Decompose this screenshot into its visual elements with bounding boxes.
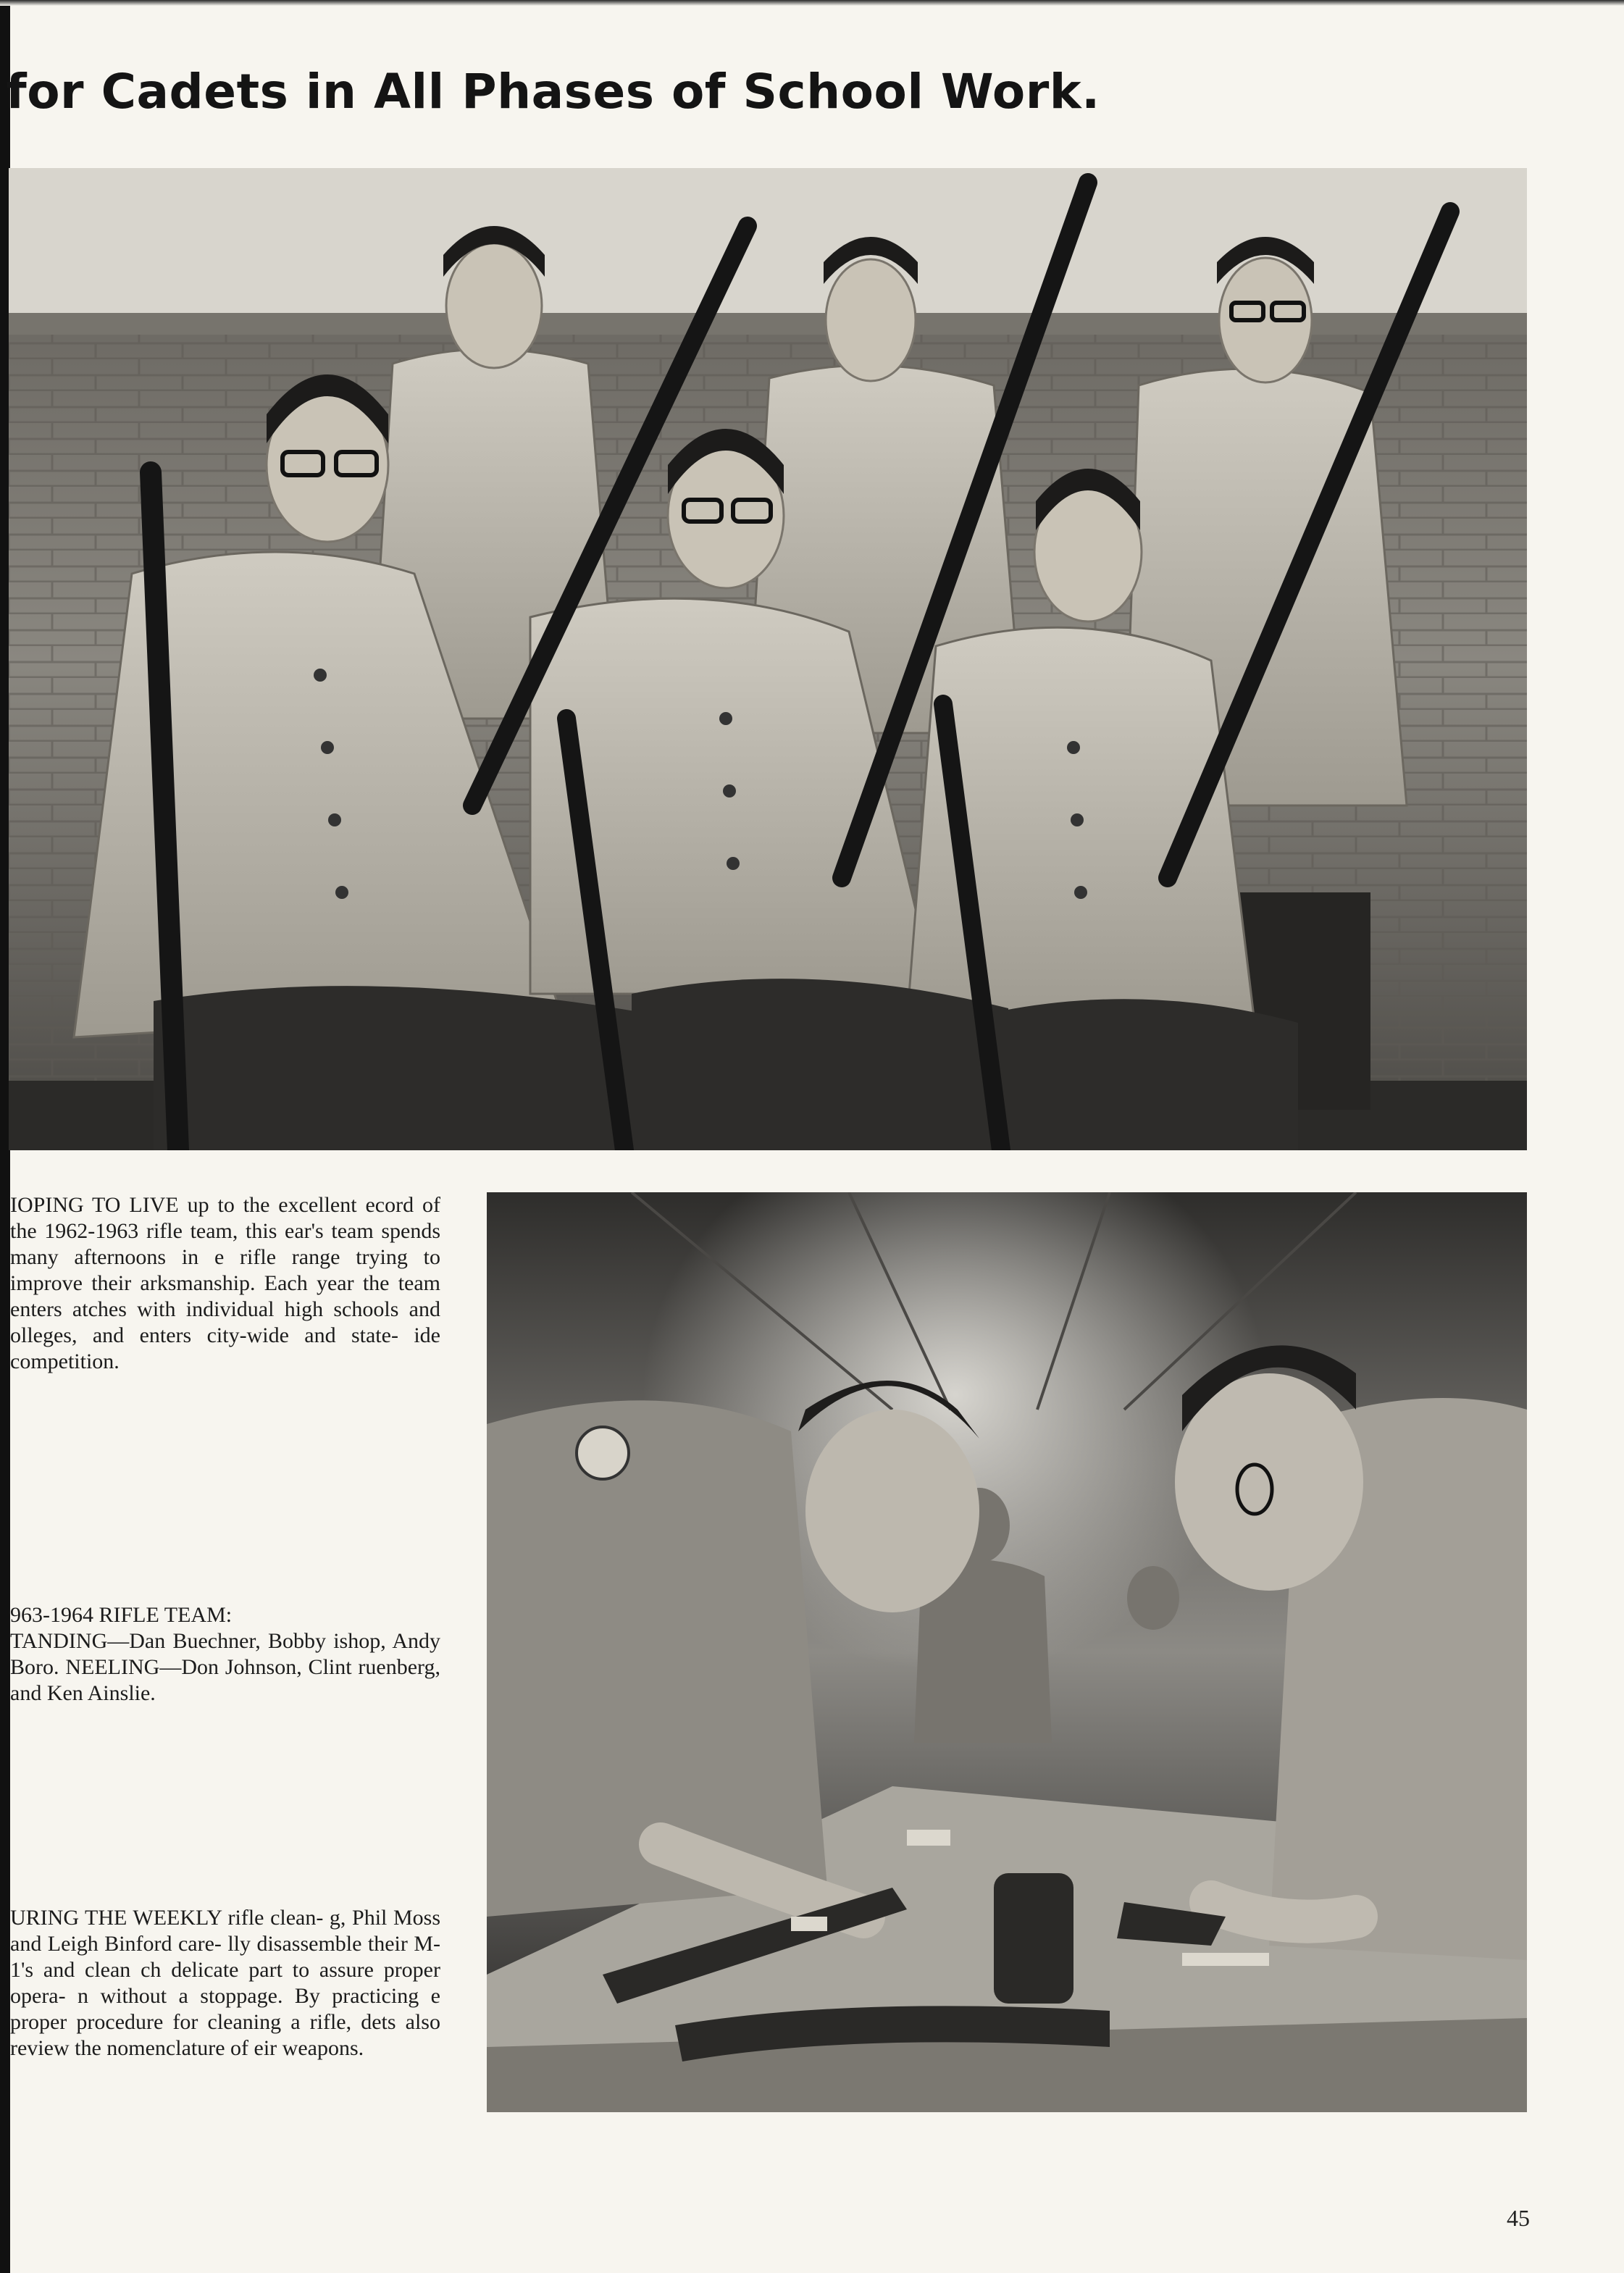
caption-rifle-team xyxy=(10,1602,440,1707)
caption-rifle-team-members: TANDING—Dan Buechner, Bobby ishop, Andy Boro. NEELING—Don Johnson, Clint ruenberg, and Ken Ainslie. xyxy=(10,1629,440,1705)
rifle-cleaning-photo xyxy=(487,1192,1527,2112)
rifle-team-photo-illustration xyxy=(9,168,1527,1150)
caption-rifle-cleaning: URING THE WEEKLY rifle clean- g, Phil Moss and Leigh Binford care- lly disassemble their M-1's and clean ch delicate part to assure proper opera- n without a stoppage. By practicing e proper procedure for cleaning a rifle, dets also review the nomenclature of eir weapons. xyxy=(10,1906,440,2060)
rifle-team-photo xyxy=(9,168,1527,1150)
caption-rifle-team-title: 963-1964 RIFLE TEAM: xyxy=(10,1603,233,1627)
rifle-cleaning-photo-illustration xyxy=(487,1192,1527,2112)
page-number: 45 xyxy=(1507,2205,1530,2231)
scan-top-shadow xyxy=(0,0,1624,6)
caption-rifle-practice: IOPING TO LIVE up to the excellent ecord of the 1962-1963 rifle team, this ear's team spends many afternoons in e rifle range trying to improve their arksmanship. Each year the team enters atches with individual high schools and olleges, and enters city-wide and state- ide competition. xyxy=(10,1193,440,1373)
page-headline: for Cadets in All Phases of School Work. xyxy=(6,64,1100,120)
